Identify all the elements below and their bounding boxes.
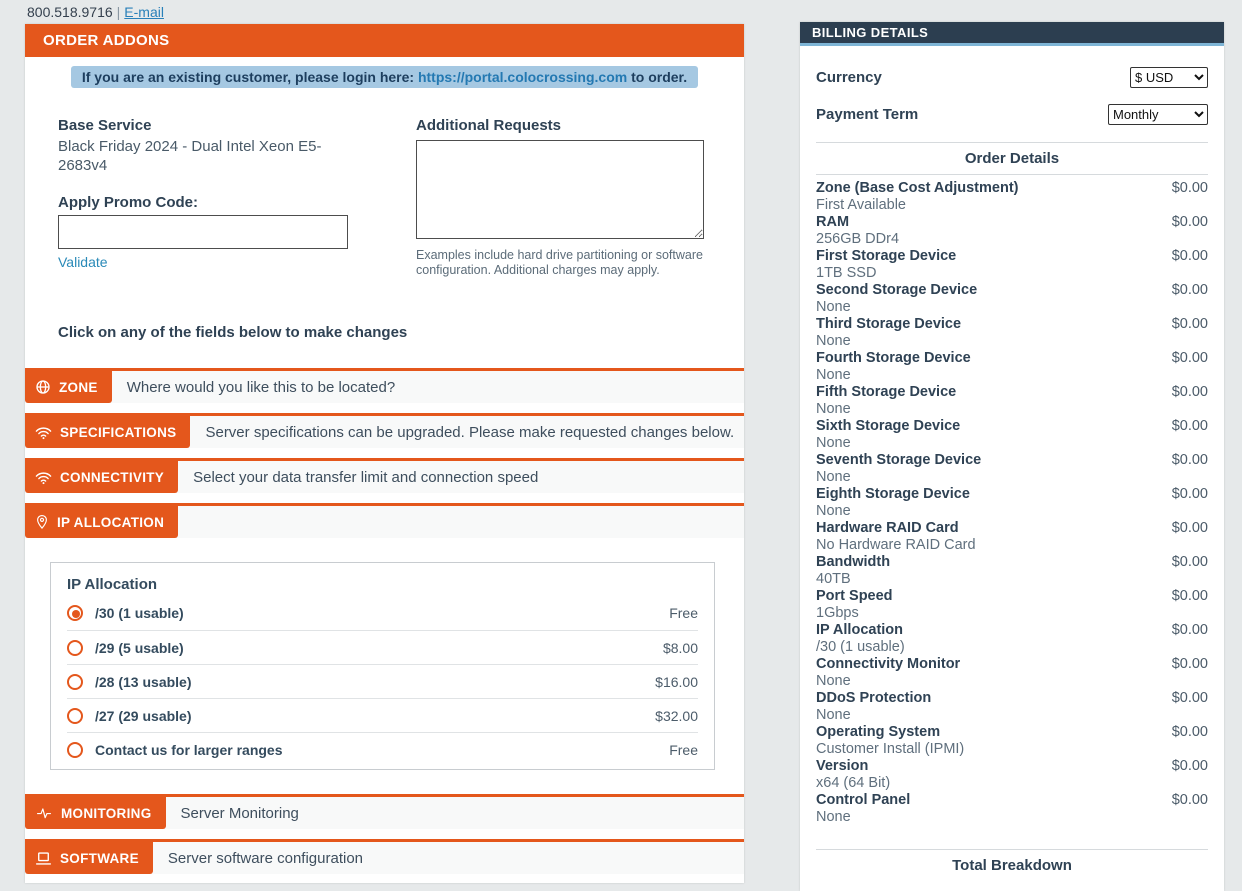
section-specifications[interactable]: [25, 413, 744, 448]
order-detail-item: [816, 724, 1208, 758]
order-detail-item: [816, 792, 1208, 826]
payment-term-label: Payment Term: [816, 105, 919, 123]
order-detail-value: 40TB: [816, 571, 851, 587]
order-detail-item: [816, 520, 1208, 554]
ip-allocation-option-row[interactable]: [67, 596, 698, 630]
order-detail-value: None: [816, 707, 851, 723]
order-detail-item: [816, 248, 1208, 282]
order-detail-price: $0.00: [1171, 384, 1208, 400]
ip-option-label: /28 (13 usable): [95, 673, 192, 690]
order-detail-price: $0.00: [1171, 214, 1208, 230]
pulse-icon: [35, 806, 53, 820]
order-detail-price: $0.00: [1171, 486, 1208, 502]
order-detail-value: None: [816, 435, 851, 451]
promo-code-label: Apply Promo Code:: [58, 194, 199, 211]
order-detail-value: None: [816, 469, 851, 485]
order-detail-name: Connectivity Monitor: [816, 656, 961, 672]
divider: [816, 849, 1208, 850]
order-detail-value: Customer Install (IPMI): [816, 741, 965, 757]
order-detail-name: Eighth Storage Device: [816, 486, 970, 502]
order-detail-value: /30 (1 usable): [816, 639, 905, 655]
order-detail-value: No Hardware RAID Card: [816, 537, 976, 553]
section-monitoring-description: Server Monitoring: [180, 804, 299, 822]
order-detail-price: $0.00: [1171, 690, 1208, 706]
billing-details-panel: [800, 22, 1224, 891]
radio-button-icon[interactable]: [67, 742, 83, 758]
order-detail-value: x64 (64 Bit): [816, 775, 891, 791]
ip-option-label: /30 (1 usable): [95, 605, 184, 621]
order-detail-price: $0.00: [1171, 724, 1208, 740]
ip-option-price: $32.00: [655, 707, 698, 724]
section-zone-description: Where would you like this to be located?: [126, 378, 396, 396]
payment-term-select[interactable]: [1108, 104, 1208, 125]
order-detail-name: Hardware RAID Card: [816, 520, 959, 536]
order-detail-item: [816, 384, 1208, 418]
order-detail-name: Bandwidth: [816, 554, 891, 570]
total-breakdown-title: Total Breakdown: [952, 857, 1072, 874]
section-software[interactable]: [25, 839, 744, 874]
order-detail-price: $0.00: [1171, 180, 1208, 196]
section-zone-label: ZONE: [59, 379, 98, 395]
order-detail-name: Seventh Storage Device: [816, 452, 982, 468]
order-detail-price: $0.00: [1171, 588, 1208, 604]
order-detail-value: None: [816, 367, 851, 383]
order-detail-name: Fourth Storage Device: [816, 350, 971, 366]
ip-option-label: Contact us for larger ranges: [95, 741, 283, 758]
globe-icon: [35, 379, 51, 395]
section-ip-allocation-tab[interactable]: [25, 506, 178, 538]
order-detail-value: None: [816, 401, 851, 417]
radio-button-icon[interactable]: [67, 674, 83, 690]
section-specifications-description: Server specifications can be upgraded. Please make requested changes below.: [205, 423, 735, 441]
order-detail-item: [816, 588, 1208, 622]
order-detail-item: [816, 758, 1208, 792]
order-detail-item: [816, 622, 1208, 656]
order-detail-value: None: [816, 673, 851, 689]
section-monitoring-tab[interactable]: [25, 797, 166, 829]
order-detail-value: 1TB SSD: [816, 265, 877, 281]
order-detail-price: $0.00: [1171, 418, 1208, 434]
section-monitoring[interactable]: [25, 794, 744, 829]
order-detail-price: $0.00: [1171, 282, 1208, 298]
order-detail-price: $0.00: [1171, 554, 1208, 570]
currency-label: Currency: [816, 68, 882, 86]
order-detail-item: [816, 452, 1208, 486]
order-detail-item: [816, 656, 1208, 690]
radio-button-icon[interactable]: [67, 640, 83, 656]
order-detail-price: $0.00: [1171, 622, 1208, 638]
order-detail-value: None: [816, 809, 851, 825]
order-detail-price: $0.00: [1171, 520, 1208, 536]
ip-option-price: $8.00: [662, 639, 698, 656]
section-software-description: Server software configuration: [167, 849, 364, 867]
order-detail-name: Operating System: [816, 724, 941, 740]
laptop-icon: [35, 851, 52, 866]
order-detail-item: [816, 690, 1208, 724]
notice-text-prefix: If you are an existing customer, please login here:: [81, 69, 418, 85]
order-detail-name: Version: [816, 758, 869, 774]
payment-term-row: [816, 103, 1208, 125]
ip-allocation-box-title: IP Allocation: [67, 576, 158, 593]
order-detail-value: 1Gbps: [816, 605, 859, 621]
portal-link[interactable]: https://portal.colocrossing.com: [417, 69, 628, 85]
instruction-text: Click on any of the fields below to make changes: [58, 324, 408, 341]
map-pin-icon: [35, 514, 49, 530]
order-detail-item: [816, 554, 1208, 588]
order-detail-item: [816, 316, 1208, 350]
order-details-list: [816, 180, 1208, 826]
existing-customer-notice: [71, 66, 698, 88]
section-specifications-label: SPECIFICATIONS: [60, 424, 177, 440]
order-detail-name: DDoS Protection: [816, 690, 932, 706]
order-detail-name: Control Panel: [816, 792, 911, 808]
additional-requests-textarea[interactable]: [416, 140, 704, 239]
wifi-icon: [35, 470, 52, 485]
order-detail-name: Second Storage Device: [816, 282, 978, 298]
order-addons-header: [25, 24, 744, 57]
billing-details-title: BILLING DETAILS: [812, 25, 929, 40]
order-detail-name: RAM: [816, 214, 850, 230]
billing-details-header: [800, 22, 1224, 46]
validate-link[interactable]: Validate: [58, 254, 108, 270]
section-connectivity-label: CONNECTIVITY: [60, 469, 165, 485]
order-addons-panel: [25, 24, 744, 883]
order-detail-name: Zone (Base Cost Adjustment): [816, 180, 1019, 196]
order-detail-item: [816, 282, 1208, 316]
order-detail-price: $0.00: [1171, 316, 1208, 332]
order-detail-item: [816, 180, 1208, 214]
section-ip-allocation-label: IP ALLOCATION: [57, 514, 165, 530]
ip-allocation-option-row[interactable]: [67, 664, 698, 698]
additional-requests-note: Examples include hard drive partitioning or software configuration. Additional charges may apply.: [416, 248, 703, 277]
order-detail-price: $0.00: [1171, 656, 1208, 672]
contact-separator: |: [116, 4, 121, 20]
email-link[interactable]: E-mail: [124, 4, 164, 20]
ip-allocation-option-row[interactable]: [67, 698, 698, 732]
section-connectivity-tab[interactable]: [25, 461, 178, 493]
additional-requests-label: Additional Requests: [416, 117, 562, 134]
order-detail-value: 256GB DDr4: [816, 231, 900, 247]
ip-allocation-option-row[interactable]: [67, 732, 698, 766]
order-detail-item: [816, 214, 1208, 248]
section-ip-allocation[interactable]: [25, 503, 744, 538]
section-monitoring-label: MONITORING: [61, 805, 152, 821]
order-detail-item: [816, 350, 1208, 384]
ip-option-price: Free: [669, 741, 698, 758]
base-service-label: Base Service: [58, 117, 152, 134]
ip-option-label: /29 (5 usable): [95, 639, 184, 656]
order-detail-value: None: [816, 503, 851, 519]
notice-text-suffix: to order.: [627, 69, 688, 85]
order-detail-value: None: [816, 299, 851, 315]
section-zone[interactable]: [25, 368, 744, 403]
section-specifications-tab[interactable]: [25, 416, 190, 448]
order-detail-price: $0.00: [1171, 350, 1208, 366]
ip-allocation-box: [50, 562, 715, 770]
wifi-icon: [35, 425, 52, 440]
contact-bar: [27, 4, 164, 20]
ip-allocation-options: [67, 596, 698, 766]
order-detail-name: Third Storage Device: [816, 316, 962, 332]
section-connectivity[interactable]: [25, 458, 744, 493]
ip-option-price: Free: [669, 605, 698, 621]
order-detail-name: IP Allocation: [816, 622, 904, 638]
section-software-tab[interactable]: [25, 842, 153, 874]
ip-allocation-option-row[interactable]: [67, 630, 698, 664]
order-detail-name: Port Speed: [816, 588, 893, 604]
ip-option-label: /27 (29 usable): [95, 707, 192, 724]
order-detail-price: $0.00: [1171, 792, 1208, 808]
section-zone-tab[interactable]: [25, 371, 112, 403]
radio-button-icon[interactable]: [67, 605, 83, 621]
currency-select[interactable]: [1130, 67, 1208, 88]
currency-row: [816, 66, 1208, 88]
order-detail-value: None: [816, 333, 851, 349]
section-software-label: SOFTWARE: [60, 850, 139, 866]
divider: [816, 174, 1208, 175]
order-detail-name: First Storage Device: [816, 248, 957, 264]
divider: [816, 142, 1208, 143]
order-detail-price: $0.00: [1171, 248, 1208, 264]
ip-option-price: $16.00: [655, 673, 698, 690]
order-details-title: Order Details: [964, 150, 1060, 167]
order-detail-name: Fifth Storage Device: [816, 384, 957, 400]
order-addons-title: ORDER ADDONS: [43, 32, 170, 49]
order-detail-price: $0.00: [1171, 758, 1208, 774]
order-detail-item: [816, 418, 1208, 452]
order-detail-value: First Available: [816, 197, 906, 213]
section-connectivity-description: Select your data transfer limit and connection speed: [193, 468, 539, 486]
order-detail-price: $0.00: [1171, 452, 1208, 468]
order-detail-name: Sixth Storage Device: [816, 418, 961, 434]
base-service-value: Black Friday 2024 - Dual Intel Xeon E5-2683v4: [58, 138, 322, 174]
phone-number: 800.518.9716: [27, 4, 113, 20]
promo-code-input[interactable]: [58, 215, 348, 249]
order-detail-item: [816, 486, 1208, 520]
radio-button-icon[interactable]: [67, 708, 83, 724]
